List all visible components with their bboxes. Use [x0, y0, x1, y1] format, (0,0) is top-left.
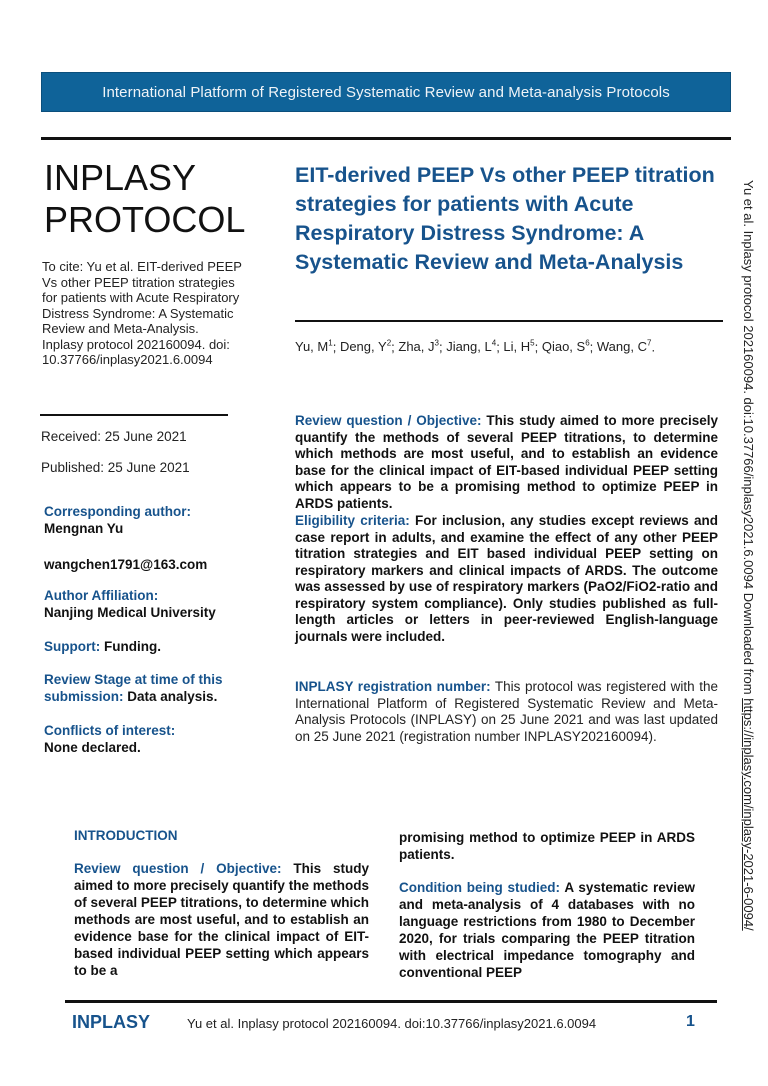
author-affiliation-mark: 7 [646, 339, 652, 348]
top-divider [41, 137, 731, 140]
paper-title: EIT-derived PEEP Vs other PEEP titration strategies for patients with Acute Respiratory Distress Syndrome: A Systematic Review and Meta-Analysis [295, 163, 715, 274]
author: Jiang, $L^4$ [446, 339, 497, 355]
support-value: Funding. [100, 639, 161, 654]
registration-number [295, 679, 718, 745]
affiliation-label: Author Affiliation: [44, 588, 159, 603]
condition-label: Condition being studied: [399, 880, 561, 895]
abstract-eligibility [295, 513, 718, 645]
intro-review-question-text: This study aimed to more precisely quantify the methods of several PEEP titrations, to determine which methods are most useful, and to establish an evidence base for the clinical impact of EIT-based individual PEEP setting which appears to be a [74, 861, 369, 978]
author-affiliation-mark: 2 [386, 339, 392, 348]
inplasy-protocol-heading [44, 157, 245, 241]
author: Qiao, $S^6$ [541, 339, 590, 355]
vertical-download-note [741, 180, 756, 931]
conflicts-label: Conflicts of interest: [44, 723, 176, 738]
sidebar-divider [40, 414, 228, 416]
corresponding-author [44, 503, 254, 537]
author: Li, $H^5$ [503, 339, 535, 355]
download-note-text: Yu et al. Inplasy protocol 202160094. doi:10.37766/inplasy2021.6.0094 Downloaded from [741, 180, 756, 699]
affiliation-value: Nanjing Medical University [44, 605, 216, 620]
condition-studied [399, 879, 695, 981]
abstract-review-question [295, 413, 718, 512]
author: Yu, $M^1$ [295, 339, 333, 355]
author-affiliation-mark: 1 [328, 339, 333, 348]
intro-continued-text: promising method to optimize PEEP in ARDS patients. [399, 830, 695, 862]
author-affiliation-mark: 5 [530, 339, 535, 348]
footer-citation: Yu et al. Inplasy protocol 202160094. doi:10.37766/inplasy2021.6.0094 [187, 1016, 597, 1031]
conflicts-value: None declared. [44, 740, 141, 755]
author: Zha, $J^3$ [398, 339, 439, 355]
eligibility-label: Eligibility criteria: [295, 513, 410, 528]
corresponding-author-label: Corresponding author: [44, 504, 191, 519]
download-link[interactable]: https://inplasy.com/inplasy-2021-6-0094/ [741, 698, 756, 931]
review-question-label: Review question / Objective: [295, 413, 482, 428]
intro-review-question [74, 860, 369, 979]
footer-divider [65, 1000, 717, 1003]
review-stage [44, 671, 254, 705]
conflicts-of-interest [44, 722, 254, 756]
introduction-heading: INTRODUCTION [74, 828, 178, 843]
intro-review-question-label: Review question / Objective: [74, 861, 282, 876]
title-divider [295, 320, 723, 322]
page-number: 1 [686, 1013, 695, 1030]
author-affiliation-mark: 6 [585, 339, 590, 348]
review-stage-label: Review Stage at time of this submission: [44, 672, 223, 704]
condition-text: A systematic review and meta-analysis of 4 databases with no language restrictions from 1980 to December 2020, for trials comparing the PEEP titration with electrical impedance tomography and conventional PEEP [399, 880, 695, 980]
author-list: Yu, $M^1$; Deng, $Y^2$; Zha, $J^3$; Jiang, $L^4$; Li, $H^5$; Qiao, $S^6$; Wang, $C^7$. [295, 339, 656, 355]
author: Wang, $C^7$ [596, 339, 652, 355]
platform-banner: International Platform of Registered Systematic Review and Meta-analysis Protocols [41, 72, 731, 112]
review-question-text: This study aimed to more precisely quantify the methods of several PEEP titrations, to determine which methods are most useful, and to establish an evidence base for the clinical impact of EIT-based individual PEEP setting which appears to be a promising method to optimize PEEP in ARDS patients. [295, 413, 718, 511]
review-stage-value: Data analysis. [123, 689, 218, 704]
author-affiliation-mark: 3 [434, 339, 439, 348]
corresponding-author-name: Mengnan Yu [44, 521, 124, 536]
registration-label: INPLASY registration number: [295, 679, 491, 694]
citation-text: To cite: Yu et al. EIT-derived PEEP Vs other PEEP titration strategies for patients with Acute Respiratory Distress Syndrome: A Systematic Review and Meta-Analysis. Inplasy protocol 202160094. doi: 10.37766/inplasy2021.6.0094 [42, 259, 242, 367]
footer-brand: INPLASY [72, 1012, 151, 1032]
author-email[interactable]: wangchen1791@163.com [44, 557, 208, 572]
author-affiliation [44, 587, 254, 621]
author: Deng, $Y^2$ [339, 339, 392, 355]
published-date: Published: 25 June 2021 [41, 460, 190, 475]
brand-line-2: PROTOCOL [44, 199, 246, 240]
received-date: Received: 25 June 2021 [41, 429, 187, 444]
eligibility-text: For inclusion, any studies except reviews and case report in adults, and examine the effect of any other PEEP titration strategies and EIT based individual PEEP setting on respiratory markers and clinical impacts of ARDS. The outcome was assessed by use of respiratory markers (PaO2/FiO2-ratio and respiratory system compliance). Only studies published as full-length articles or letters in peer-reviewed English-language journals were included. [295, 513, 718, 644]
support-label: Support: [44, 639, 101, 654]
brand-line-1: INPLASY [44, 157, 197, 198]
registration-text: This protocol was registered with the International Platform of Registered Systematic Review and Meta-Analysis Protocols (INPLASY) on 25 June 2021 and was last updated on 25 June 2021 (registration number INPLASY202160094). [295, 679, 718, 744]
support [44, 638, 254, 655]
author-affiliation-mark: 4 [491, 339, 497, 348]
